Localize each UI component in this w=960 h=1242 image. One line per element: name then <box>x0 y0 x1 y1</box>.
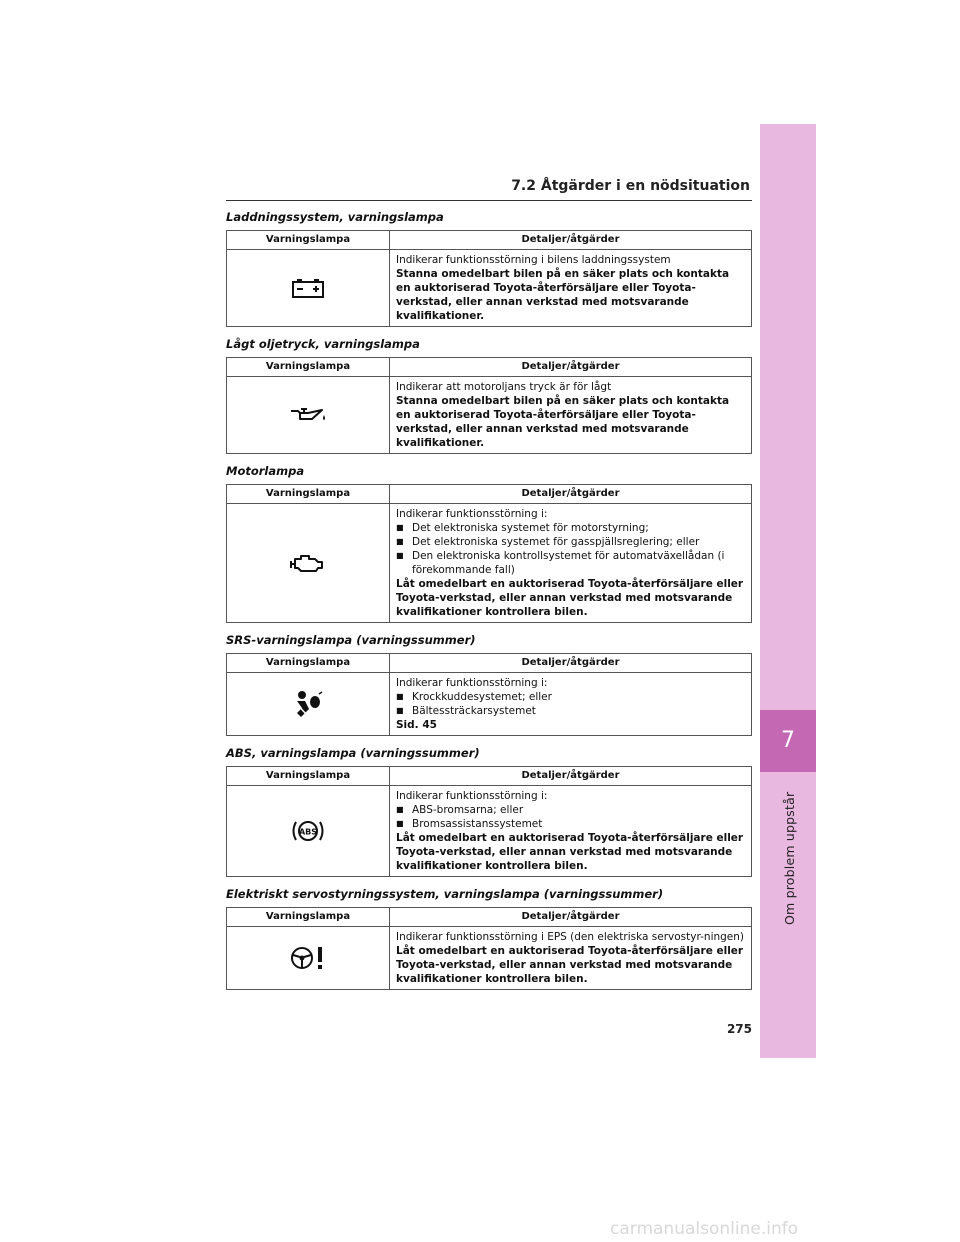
page-number: 275 <box>726 1022 752 1036</box>
warning-table-charging <box>226 230 752 327</box>
warning-table-engine <box>226 484 752 623</box>
airbag-icon <box>291 698 325 710</box>
details-cell <box>390 786 752 877</box>
detail-intro: Indikerar funktionsstörning i: <box>396 677 548 689</box>
section-title-oil: Lågt oljetryck, varningslampa <box>226 337 420 351</box>
col-header-lamp: Varningslampa <box>227 654 390 673</box>
bullet-item: ■ Den elektroniska kontrollsystemet för automatväxellådan (i förekommande fall) <box>396 550 725 576</box>
details-cell <box>390 377 752 454</box>
bullet-item: ■ Det elektroniska systemet för motorstyrning; <box>396 522 649 534</box>
bullet-item: ■ Det elektroniska systemet för gasspjällsreglering; eller <box>396 536 700 548</box>
chapter-number-tab[interactable]: 7 <box>760 710 816 772</box>
section-title-abs: ABS, varningslampa (varningssummer) <box>226 746 480 760</box>
details-cell <box>390 673 752 736</box>
detail-action: Låt omedelbart en auktoriserad Toyota-återförsäljare eller Toyota-verkstad, eller annan verkstad med motsvarande kvalifikationer kontrollera bilen. <box>396 578 744 618</box>
header-divider <box>226 200 752 201</box>
steering-warning-icon <box>288 952 328 964</box>
col-header-details: Detaljer/åtgärder <box>390 908 752 927</box>
detail-action: Låt omedelbart en auktoriserad Toyota-återförsäljare eller Toyota-verkstad, eller annan verkstad med motsvarande kvalifikationer kontrollera bilen. <box>396 945 744 985</box>
oil-can-icon <box>288 409 328 421</box>
detail-intro: Indikerar funktionsstörning i: <box>396 508 548 520</box>
watermark-logo <box>610 1218 955 1238</box>
section-title-charging: Laddningssystem, varningslampa <box>226 210 444 224</box>
detail-action: Stanna omedelbart bilen på en säker plats och kontakta en auktoriserad Toyota-återförsäljare eller Toyota-verkstad, eller annan verkstad med motsvarande kvalifikationer. <box>396 395 730 449</box>
col-header-lamp: Varningslampa <box>227 231 390 250</box>
details-cell <box>390 250 752 327</box>
abs-icon <box>289 825 327 837</box>
page-content <box>226 210 752 1000</box>
warning-table-abs <box>226 766 752 877</box>
section-title-engine: Motorlampa <box>226 464 305 478</box>
col-header-details: Detaljer/åtgärder <box>390 767 752 786</box>
col-header-lamp: Varningslampa <box>227 767 390 786</box>
warning-table-eps <box>226 907 752 990</box>
bullet-item: ■ Bältessträckarsystemet <box>396 705 536 717</box>
engine-icon <box>289 557 327 569</box>
detail-intro: Indikerar att motoroljans tryck är för lågt <box>396 381 612 393</box>
warning-table-srs <box>226 653 752 736</box>
col-header-lamp: Varningslampa <box>227 358 390 377</box>
battery-icon <box>291 282 325 294</box>
section-title-eps: Elektriskt servostyrningssystem, varningslampa (varningssummer) <box>226 887 664 901</box>
svg-text:carmanualsonline.info: carmanualsonline.info <box>610 1219 799 1238</box>
col-header-details: Detaljer/åtgärder <box>390 231 752 250</box>
detail-intro: Indikerar funktionsstörning i: <box>396 790 548 802</box>
chapter-title-tab <box>760 775 816 925</box>
details-cell <box>390 504 752 623</box>
col-header-lamp: Varningslampa <box>227 908 390 927</box>
warning-table-oil <box>226 357 752 454</box>
detail-intro: Indikerar funktionsstörning i bilens laddningssystem <box>396 254 671 266</box>
detail-intro: Indikerar funktionsstörning i EPS (den elektriska servostyr-ningen) <box>396 931 745 943</box>
section-title-srs: SRS-varningslampa (varningssummer) <box>226 633 476 647</box>
detail-action: Låt omedelbart en auktoriserad Toyota-återförsäljare eller Toyota-verkstad, eller annan verkstad med motsvarande kvalifikationer kontrollera bilen. <box>396 832 744 872</box>
bullet-item: ■ ABS-bromsarna; eller <box>396 804 524 816</box>
detail-action: Stanna omedelbart bilen på en säker plats och kontakta en auktoriserad Toyota-återförsäljare eller Toyota-verkstad, eller annan verkstad med motsvarande kvalifikationer. <box>396 268 730 322</box>
page-reference-link[interactable]: Sid. 45 <box>396 719 437 731</box>
bullet-item: ■ Krockkuddesystemet; eller <box>396 691 552 703</box>
section-header: 7.2 Åtgärder i en nödsituation <box>511 178 750 194</box>
col-header-lamp: Varningslampa <box>227 485 390 504</box>
col-header-details: Detaljer/åtgärder <box>390 358 752 377</box>
details-cell <box>390 927 752 990</box>
bullet-item: ■ Bromsassistanssystemet <box>396 818 543 830</box>
col-header-details: Detaljer/åtgärder <box>390 485 752 504</box>
chapter-title: Om problem uppstår <box>782 791 797 925</box>
abs-icon-label: ABS <box>298 827 318 837</box>
col-header-details: Detaljer/åtgärder <box>390 654 752 673</box>
